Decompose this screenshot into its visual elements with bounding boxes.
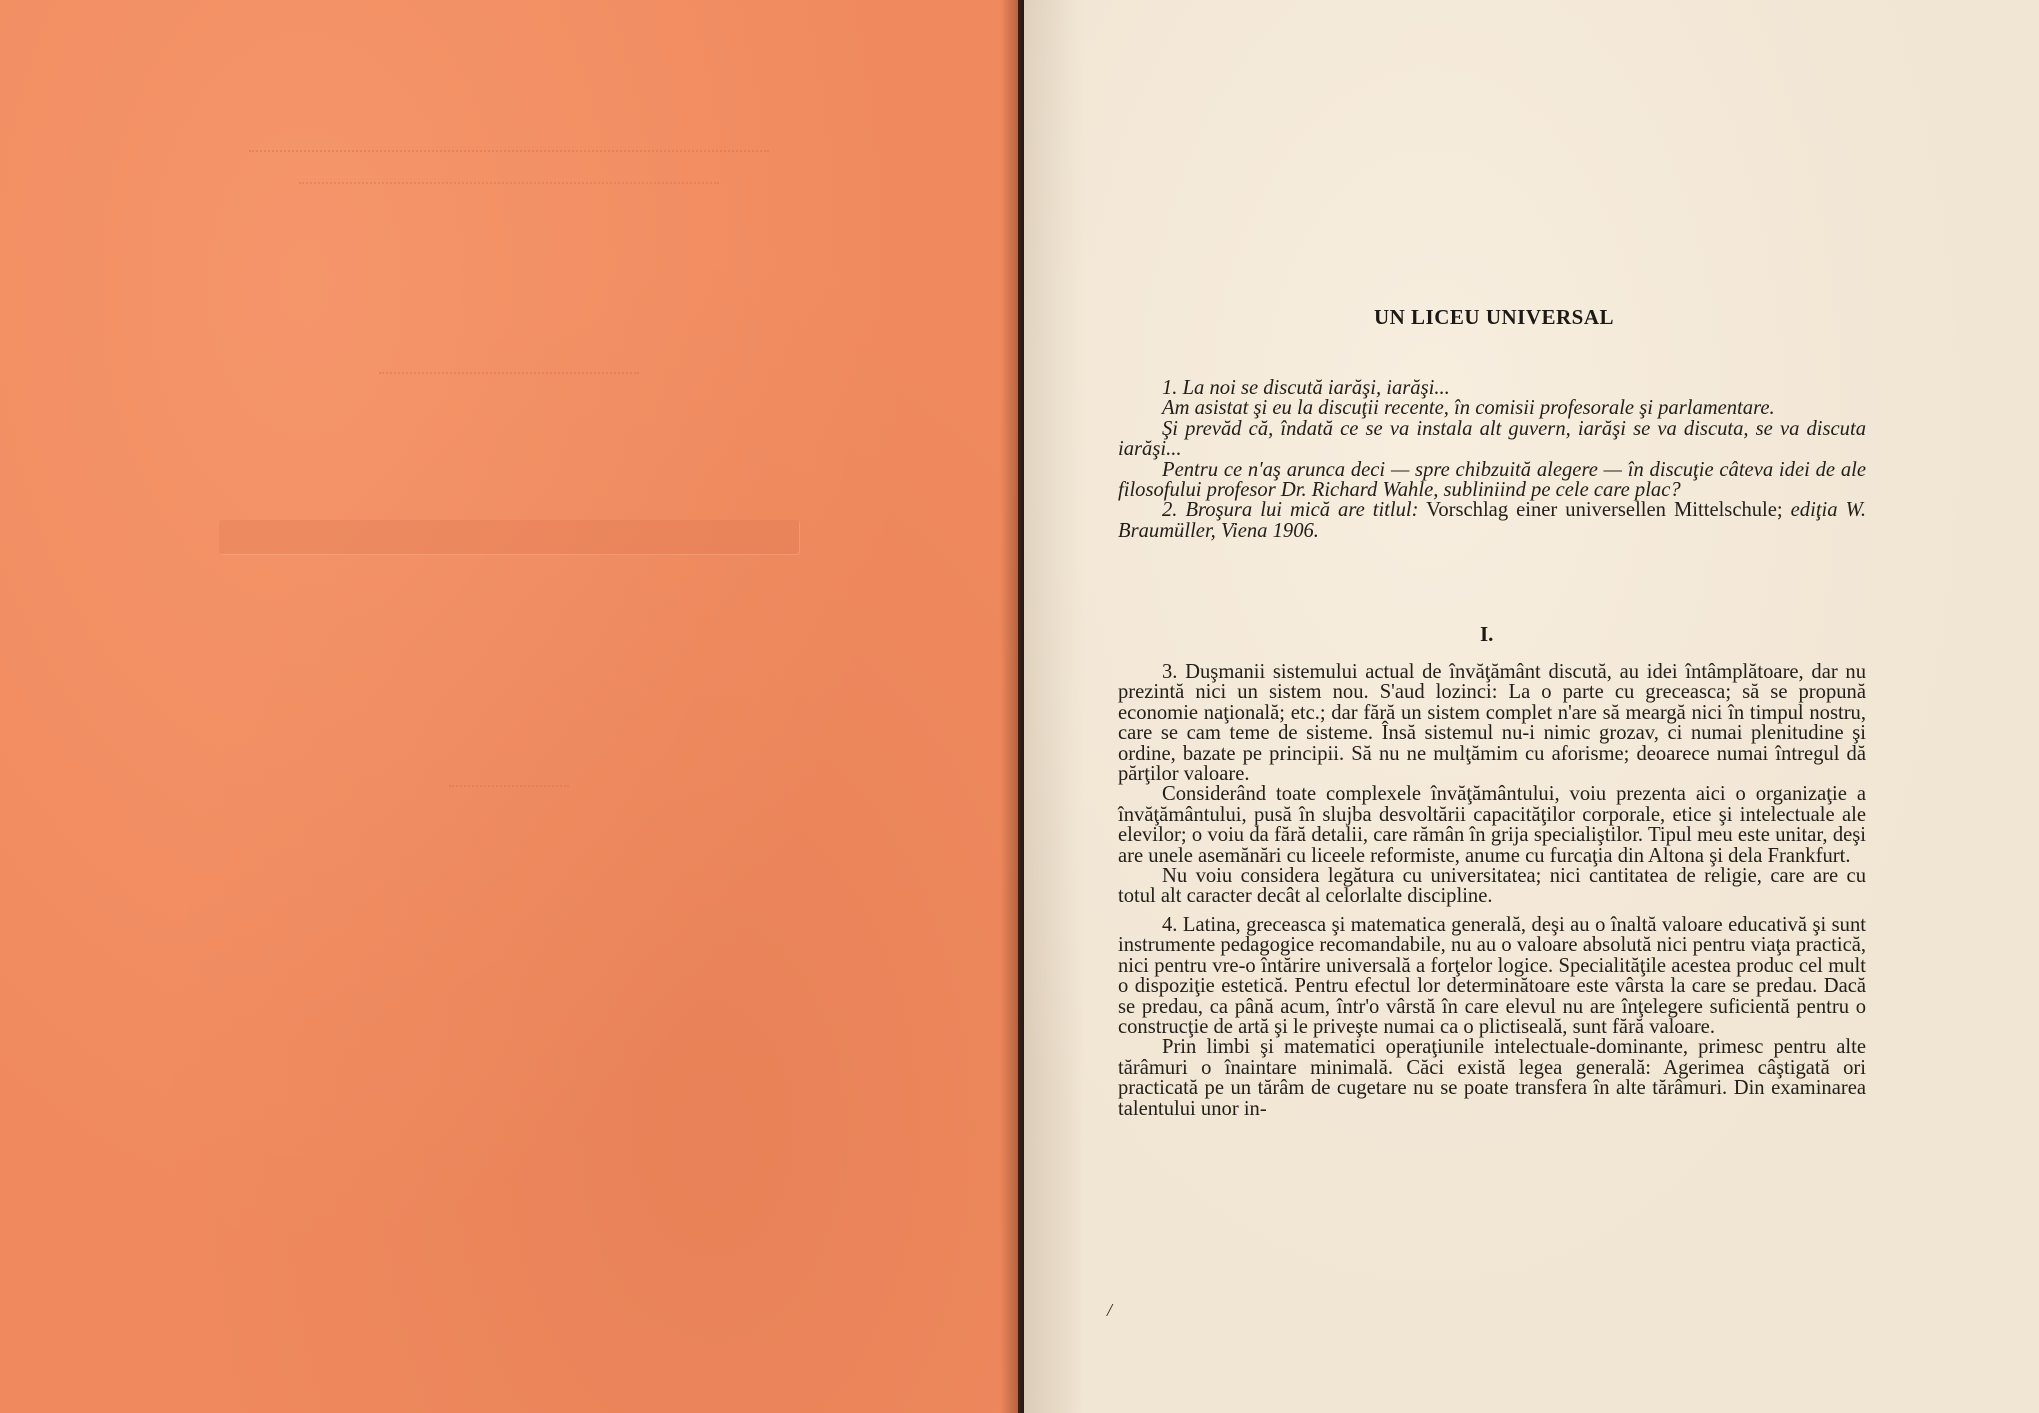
cover-emboss-lines (0, 150, 1018, 198)
orange-cover-page (0, 0, 1018, 1413)
intro-note-label: 2. Broşura lui mică are titlul: (1162, 499, 1419, 522)
cover-emboss-author (0, 372, 1018, 386)
intro-block (1118, 378, 1866, 541)
emboss-title-bar (219, 520, 799, 554)
intro-note-edition: ediţia W. Braumüller, Viena 1906. (1118, 499, 1866, 542)
body-paragraph: Prin limbi şi matematici operaţiunile intelectuale-dominante, primesc pentru alte tărâmuri o înaintare minimală. Căci există legea generală: Agerimea câştigată ori practicată pe un tărâm de cugetare nu se poate transfera în alte tărâmuri. Din examinarea talentului unor in- (1118, 1036, 1866, 1120)
stray-pencil-mark: / (1107, 1300, 1113, 1320)
intro-paragraph: 1. La noi se discută iarăşi, iarăşi... (1162, 377, 1450, 399)
intro-paragraph: Pentru ce n'aş arunca deci — spre chibzuită alegere — în discuţie câteva idei de ale filosofului profesor Dr. Richard Wahle, subliniind pe cele care plac? (1118, 458, 1866, 502)
emboss-line (299, 182, 719, 198)
section1-block (1118, 662, 1866, 1119)
cover-emboss-title (0, 520, 1018, 554)
cover-emboss-subtitle (0, 785, 1018, 797)
intro-note (1118, 500, 1866, 541)
body-paragraph: Nu voiu considera legătura cu universitatea; nici cantitatea de religie, care are cu totul alt caracter decât al celorlalte discipline. (1118, 865, 1866, 908)
body-paragraph: 4. Latina, greceasca şi matematica generală, deşi au o înaltă valoare educativă şi sunt instrumente pedagogice recomandabile, nu au o valoare absolută nici pentru viaţa practică, nici pentru vre-o întărire universală a forţelor logice. Specialităţile acestea produc cel mult o dispoziţie estetică. Pentru efectul lor determinătoare este vârsta la care se predau. Dacă se predau, ca până acum, într'o vârstă în care elevul nu are înţelegere suficientă pentru o construcţie de artă şi le priveşte numai ca o plictiseală, sunt fără valoare. (1118, 913, 1866, 1038)
intro-paragraph: Şi prevăd că, îndată ce se va instala alt guvern, iarăşi se va discuta, se va discuta iarăşi... (1118, 417, 1866, 461)
body-paragraph: 3. Duşmanii sistemului actual de învăţământ discută, au idei întâmplătoare, dar nu prezintă nici un sistem nou. S'aud lozinci: La o parte cu greceasca; să se propună economie naţională; etc.; dar fără un sistem complet n'are să meargă nici în timpul nostru, care se cam teme de sisteme. Însă sistemul nu-i nimic grozav, ci numai plenitudine şi ordine, bazate pe principii. Să nu ne mulţămim cu aforisme; deoarece numai întregul dă părţilor valoare. (1118, 661, 1866, 786)
section-numeral: I. (1480, 622, 1494, 646)
emboss-line (379, 372, 639, 386)
intro-paragraph: Am asistat şi eu la discuţii recente, în comisii profesorale şi parlamentare. (1162, 397, 1775, 420)
intro-note-title: Vorschlag einer universellen Mittelschule; (1426, 499, 1783, 522)
emboss-line (449, 785, 569, 797)
page-title: UN LICEU UNIVERSAL (1373, 305, 1615, 329)
body-paragraph: Considerând toate complexele învăţământului, voiu prezenta aici o organizaţie a învăţământului, pusă în slujba desvoltării capacităţilor corporale, etice şi intelectuale ale elevilor; o voiu da fără detalii, care rămân în grija specialiştilor. Tipul meu este unitar, deşi are unele asemănări cu liceele reformiste, anume cu furcaţia din Altona şi dela Frankfurt. (1118, 783, 1866, 867)
emboss-line (249, 150, 769, 170)
